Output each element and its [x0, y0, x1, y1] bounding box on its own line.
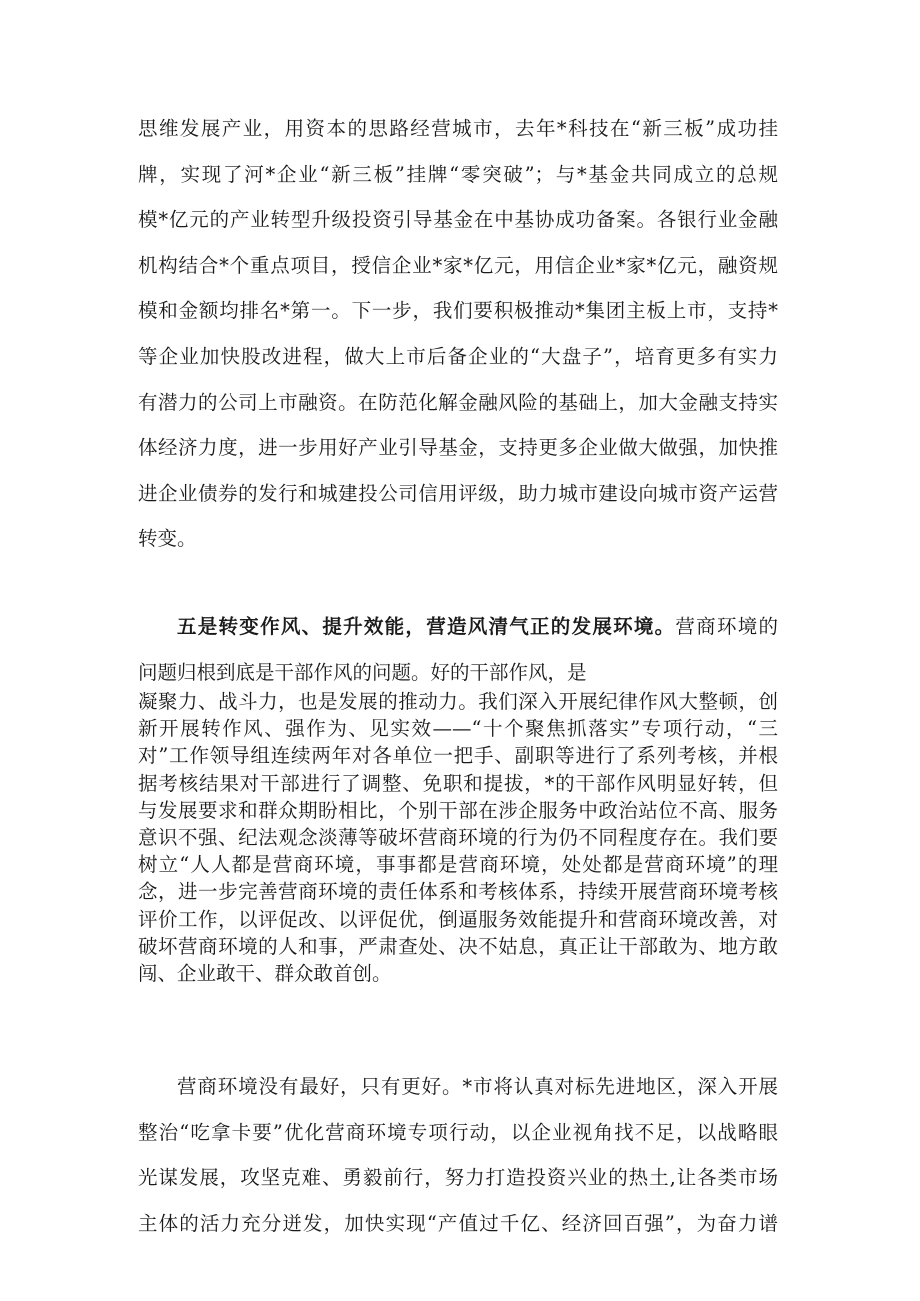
text-line: 思维发展产业，用资本的思路经营城市，去年*科技在“新三板”成功挂: [138, 117, 778, 140]
text-line: 牌，实现了河*企业“新三板”挂牌“零突破”；与*基金共同成立的总规: [138, 162, 778, 186]
text-line: 机构结合*个重点项目，授信企业*家*亿元，用信企业*家*亿元，融资规: [138, 253, 778, 277]
text-line: 与发展要求和群众期盼相比，个别干部在涉企服务中政治站位不高、服务: [138, 798, 778, 822]
text-line: 念，进一步完善营商环境的责任体系和考核体系，持续开展营商环境考核: [138, 880, 778, 904]
text-line: 有潜力的公司上市融资。在防范化解金融风险的基础上，加大金融支持实: [138, 390, 778, 414]
text-line: 闯、企业敢干、群众敢首创。: [138, 962, 392, 986]
text-line: 凝聚力、战斗力，也是发展的推动力。我们深入开展纪律作风大整顿，创: [138, 690, 778, 713]
text-line: 对”工作领导组连续两年对各单位一把手、副职等进行了系列考核，并根: [138, 744, 778, 768]
text-line: 问题归根到底是干部作风的问题。好的干部作风，是: [138, 660, 587, 684]
text-line: 主体的活力充分迸发，加快实现“产值过千亿、经济回百强”，为奋力谱: [138, 1211, 778, 1235]
heading-continuation: 营商环境的: [675, 615, 778, 638]
text-line: 体经济力度，进一步用好产业引导基金，支持更多企业做大做强，加快推: [138, 436, 778, 460]
heading-line: [138, 604, 778, 650]
paragraph-business-environment: [138, 1064, 778, 1246]
text-line: 转变。: [138, 527, 197, 551]
text-line: 进企业债券的发行和城建投公司信用评级，助力城市建设向城市资产运营: [138, 481, 778, 505]
text-line: 评价工作，以评促改、以评促优，倒逼服务效能提升和营商环境改善，对: [138, 907, 778, 931]
text-line: 意识不强、纪法观念淡薄等破坏营商环境的行为仍不同程度存在。我们要: [138, 826, 778, 850]
text-line: 营商环境没有最好，只有更好。*市将认真对标先进地区，深入开展: [177, 1075, 778, 1098]
text-line: 模和金额均排名*第一。下一步，我们要积极推动*集团主板上市，支持*: [138, 299, 778, 323]
text-line: 整治“吃拿卡要”优化营商环境专项行动，以企业视角找不足，以战略眼: [138, 1120, 778, 1144]
text-line: 破坏营商环境的人和事，严肃查处、决不姑息，真正让干部敢为、地方敢: [138, 934, 778, 958]
text-line: 光谋发展，攻坚克难、勇毅前行，努力打造投资兴业的热土,让各类市场: [138, 1166, 778, 1190]
paragraph-work-style: [138, 604, 778, 695]
text-line: 据考核结果对干部进行了调整、免职和提拔，*的干部作风明显好转，但: [138, 771, 778, 795]
text-line: 树立“人人都是营商环境，事事都是营商环境，处处都是营商环境”的理: [138, 853, 778, 877]
section-heading: 五是转变作风、提升效能，营造风清气正的发展环境。: [177, 615, 676, 638]
text-line: 等企业加快股改进程，做大上市后备企业的“大盘子”，培育更多有实力: [138, 344, 778, 368]
paragraph-capital-markets: [138, 106, 778, 562]
paragraph-cadre-discipline: [138, 688, 778, 987]
text-line: 模*亿元的产业转型升级投资引导基金在中基协成功备案。各银行业金融: [138, 208, 778, 232]
text-line: 新开展转作风、强作为、见实效——“十个聚焦抓落实”专项行动，“三: [138, 717, 778, 741]
